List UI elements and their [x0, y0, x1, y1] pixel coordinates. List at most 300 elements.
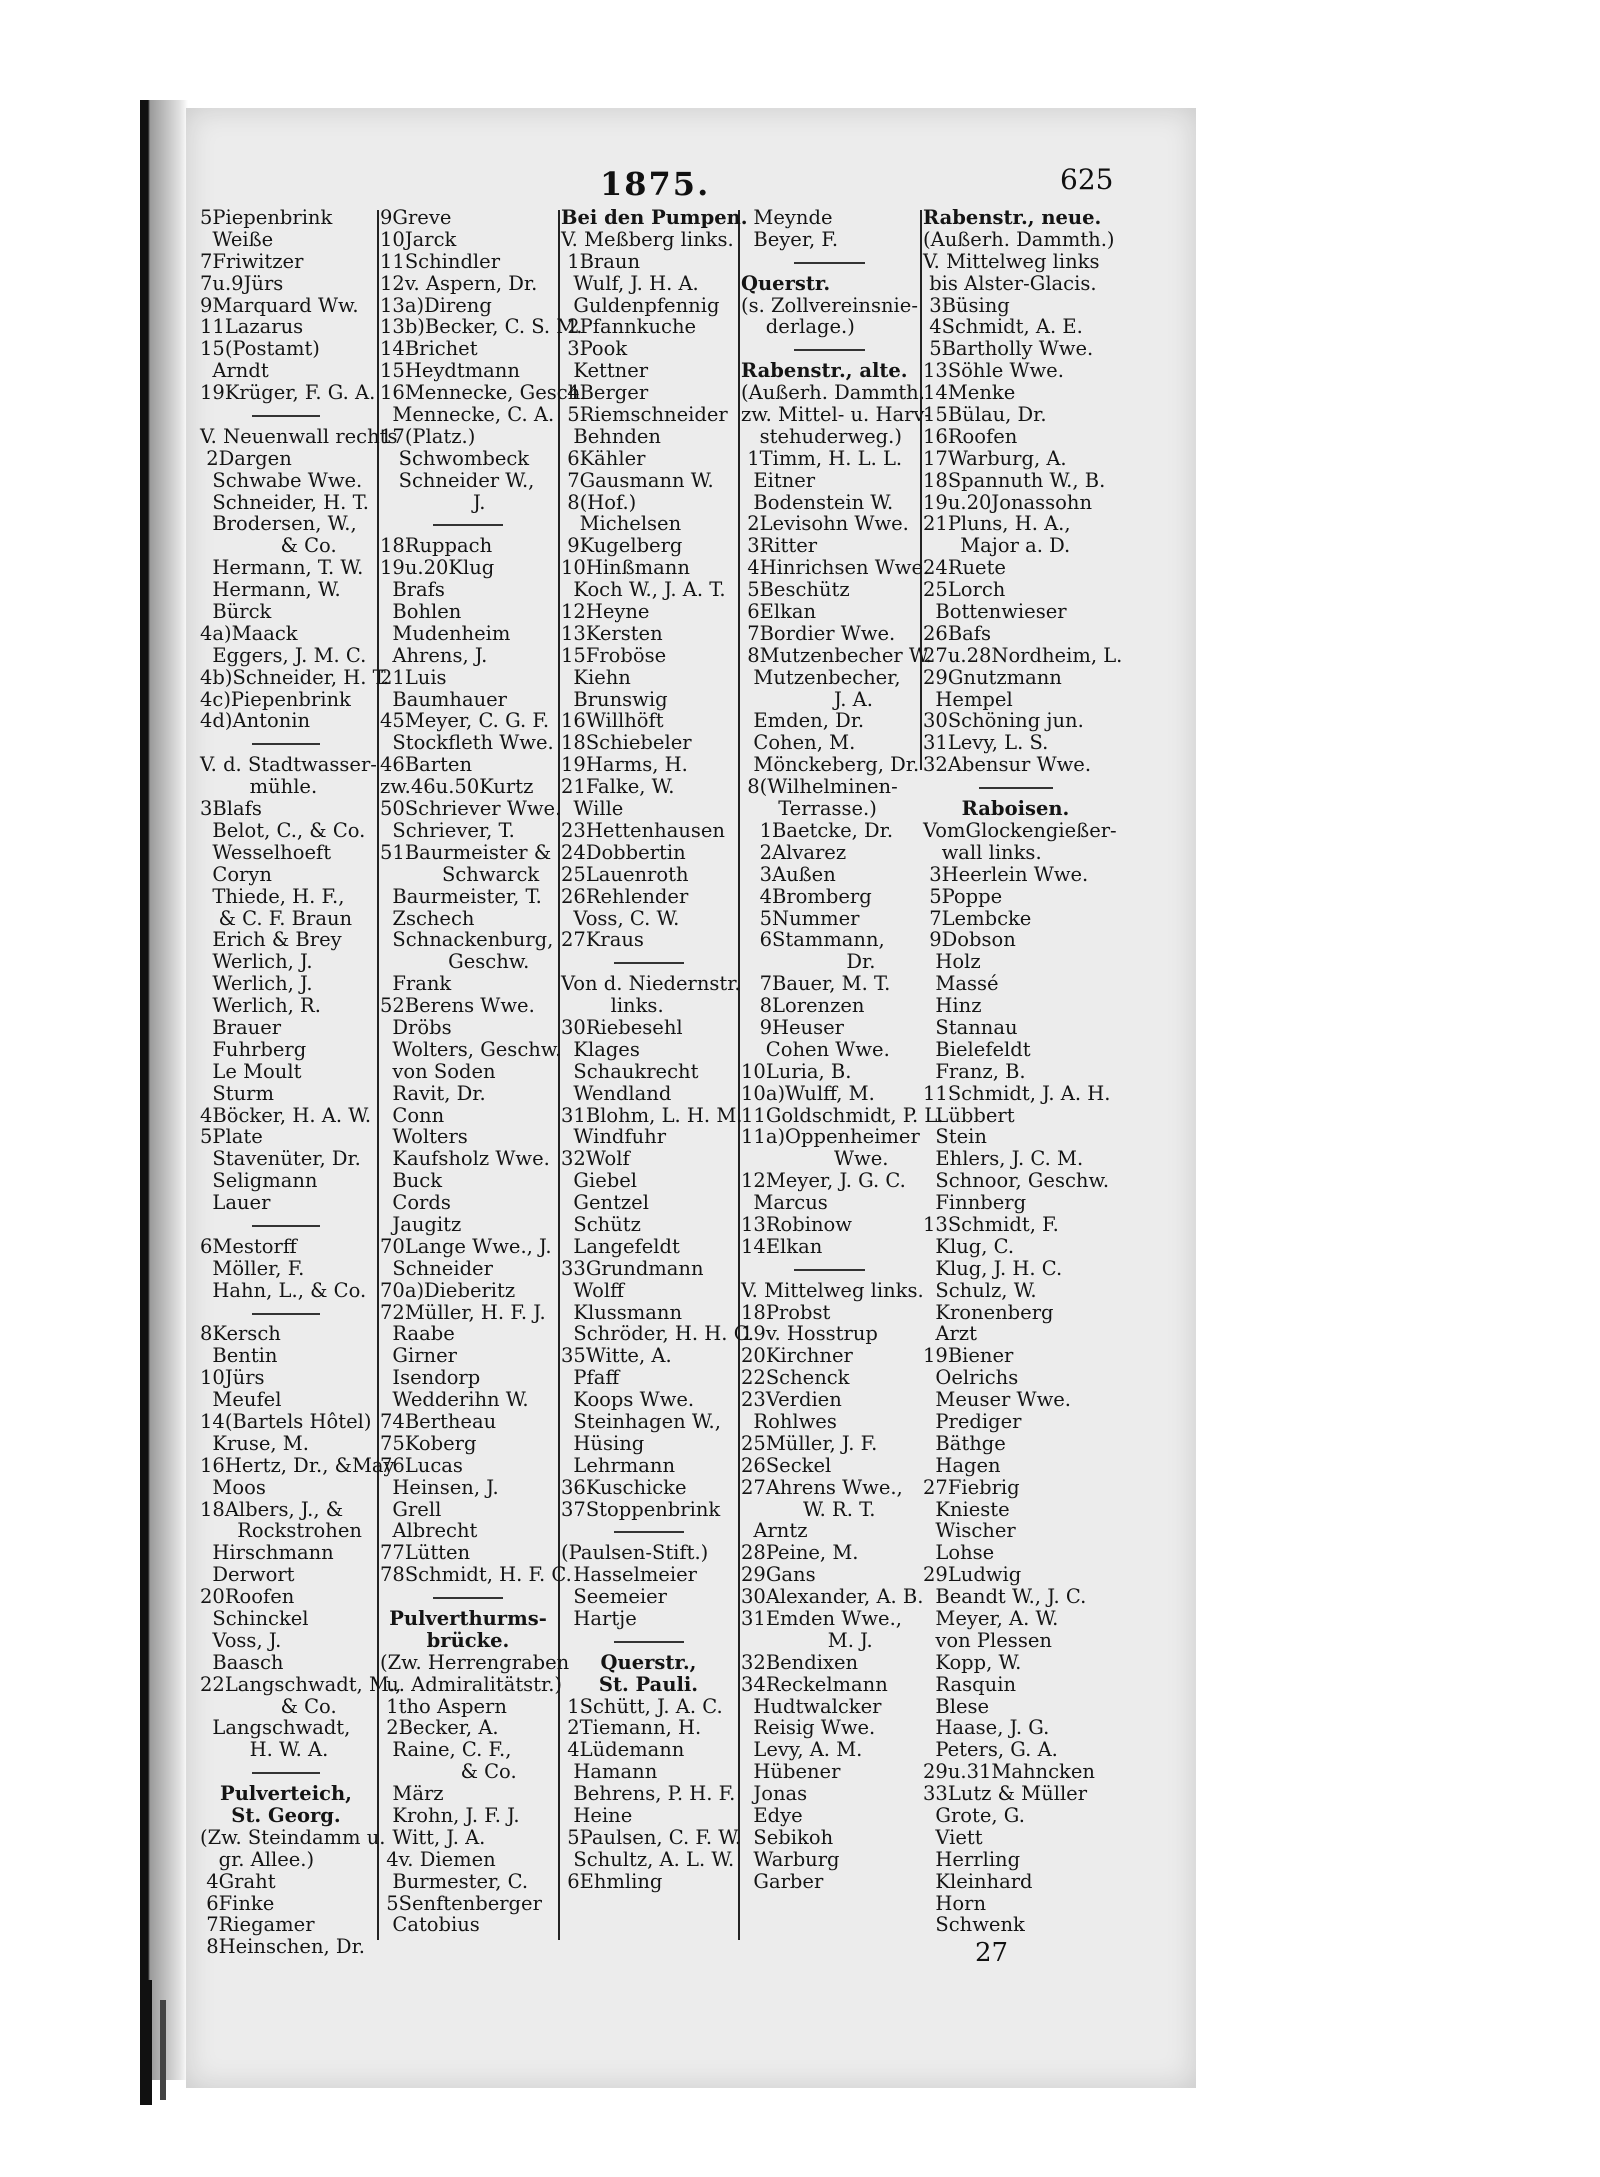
directory-line: 51Baurmeister &	[380, 840, 552, 864]
directory-line: Langefeldt	[561, 1234, 680, 1258]
directory-line: Meufel	[200, 1388, 282, 1412]
directory-line: Wwe.	[741, 1147, 889, 1171]
directory-line: Arndt	[200, 359, 269, 383]
directory-line: 1tho Aspern	[380, 1694, 507, 1718]
directory-line: 12Heyne	[561, 600, 650, 624]
directory-line: 34Reckelmann	[741, 1672, 888, 1696]
directory-line: 4Hinrichsen Wwe.	[741, 556, 930, 580]
directory-line: 17(Platz.)	[380, 424, 476, 448]
directory-line: Meynde	[741, 206, 833, 229]
directory-line: Bürck	[200, 600, 272, 624]
directory-line: 5Plate	[200, 1125, 263, 1149]
section-rule	[561, 1520, 736, 1542]
directory-line: 5Paulsen, C. F. W.	[561, 1825, 742, 1849]
directory-line: 10a)Wulff, M.	[741, 1081, 875, 1105]
directory-line: Isendorp	[380, 1366, 481, 1390]
column-5	[923, 206, 1123, 1947]
directory-line: Grell	[380, 1497, 442, 1521]
directory-line: Schütz	[561, 1212, 641, 1236]
directory-line: 27Fiebrig	[923, 1475, 1020, 1499]
directory-line: Seligmann	[200, 1169, 318, 1193]
directory-line: Hirschmann	[200, 1541, 334, 1565]
directory-line: 11Goldschmidt, P. L.	[741, 1103, 944, 1127]
directory-line: Hagen	[923, 1453, 1001, 1477]
directory-line: 4Schmidt, A. E.	[923, 315, 1083, 339]
street-heading: brücke.	[426, 1628, 510, 1652]
directory-line: 2Dargen	[200, 446, 292, 470]
directory-line: 78Schmidt, H. F. C.	[380, 1563, 572, 1587]
directory-line: Hartje	[561, 1607, 637, 1630]
directory-line: 12v. Aspern, Dr.	[380, 271, 538, 295]
directory-line: Haase, J. G.	[923, 1716, 1050, 1740]
directory-line: 13Robinow	[741, 1212, 852, 1236]
directory-line: Werlich, J.	[200, 972, 313, 996]
directory-line: 4Graht	[200, 1869, 276, 1893]
directory-line: Hasselmeier	[561, 1563, 697, 1587]
directory-line: 28Peine, M.	[741, 1541, 859, 1565]
directory-line: 32Bendixen	[741, 1650, 859, 1674]
directory-line: 10Jarck	[380, 227, 457, 251]
directory-line: 3Büsing	[923, 293, 1010, 317]
directory-line: Hinz	[923, 994, 982, 1018]
directory-line: 15Froböse	[561, 643, 667, 667]
directory-line: Hermann, T. W.	[200, 556, 364, 580]
column-divider-4	[920, 210, 922, 770]
directory-line: Arntz	[741, 1519, 808, 1543]
directory-line: Baumhauer	[380, 687, 508, 711]
directory-line: 70a)Dieberitz	[380, 1278, 516, 1302]
directory-line: 20Roofen	[200, 1585, 295, 1609]
directory-line: Langschwadt,	[200, 1716, 351, 1740]
directory-line: 15Heydtmann	[380, 359, 520, 383]
directory-line: Hamann	[561, 1760, 658, 1784]
directory-line: 1Braun	[561, 249, 640, 273]
directory-line: 15Bülau, Dr.	[923, 403, 1047, 427]
directory-line: Edye	[741, 1804, 803, 1828]
directory-line: Burmester, C.	[380, 1869, 529, 1893]
directory-line: Peters, G. A.	[923, 1738, 1058, 1762]
directory-line: Oelrichs	[923, 1366, 1019, 1390]
directory-line: Bottenwieser	[923, 600, 1067, 624]
directory-line: Rohlwes	[741, 1409, 837, 1433]
directory-line: stehuderweg.)	[741, 424, 902, 448]
directory-line: (Außerh. Dammth.)	[923, 227, 1115, 251]
directory-line: Bentin	[200, 1344, 278, 1368]
directory-line: 4Böcker, H. A. W.	[200, 1103, 372, 1127]
directory-line: Erich & Brey	[200, 928, 342, 952]
directory-line: 50Schriever Wwe.	[380, 797, 562, 821]
directory-line: Derwort	[200, 1563, 295, 1587]
directory-line: Knieste	[923, 1497, 1010, 1521]
column-4	[741, 206, 944, 1947]
directory-line: Pfaff	[561, 1366, 620, 1390]
directory-line: 24Ruete	[923, 556, 1006, 580]
directory-line: Hüsing	[561, 1431, 645, 1455]
directory-line: 8Heinschen, Dr.	[200, 1935, 365, 1959]
directory-line: Voss, J.	[200, 1628, 282, 1652]
directory-line: Emden, Dr.	[741, 709, 865, 733]
directory-line: Frank	[380, 972, 452, 996]
directory-line: 27Kraus	[561, 928, 644, 952]
directory-line: 3Pook	[561, 337, 628, 361]
directory-line: 22Langschwadt, M.,	[200, 1672, 402, 1696]
directory-line: 32Abensur Wwe.	[923, 753, 1092, 777]
page-number: 625	[1060, 163, 1114, 196]
directory-line: Conn	[380, 1103, 445, 1127]
section-rule	[200, 732, 372, 754]
street-heading: Querstr.,	[600, 1650, 697, 1674]
directory-line: Lohse	[923, 1541, 995, 1565]
directory-line: & Co.	[200, 1694, 337, 1718]
street-heading: Querstr.	[741, 271, 831, 295]
directory-line: 7Lembcke	[923, 906, 1032, 930]
directory-line: Klug, J. H. C.	[923, 1256, 1063, 1280]
directory-line: 1Baetcke, Dr.	[741, 818, 894, 842]
directory-line: Mennecke, C. A.	[380, 403, 555, 427]
street-heading: Rabenstr., alte.	[741, 359, 908, 383]
directory-line: links.	[561, 994, 664, 1018]
directory-line: 7Bauer, M. T.	[741, 972, 891, 996]
directory-line: Klussmann	[561, 1300, 683, 1324]
section-rule	[200, 404, 372, 426]
directory-line: V. Meßberg links.	[561, 227, 734, 251]
directory-line: 5Bartholly Wwe.	[923, 337, 1094, 361]
directory-line: 1Schütt, J. A. C.	[561, 1694, 723, 1718]
directory-line: 32Wolf	[561, 1147, 630, 1171]
directory-line: Schriever, T.	[380, 818, 515, 842]
directory-line: 14(Bartels Hôtel)	[200, 1409, 372, 1433]
column-divider-3	[738, 210, 740, 1940]
directory-line: Viett	[923, 1825, 983, 1849]
directory-line: Windfuhr	[561, 1125, 667, 1149]
directory-line: Marcus	[741, 1191, 828, 1215]
directory-line: 16Roofen	[923, 424, 1018, 448]
directory-line: Kopp, W.	[923, 1650, 1022, 1674]
directory-line: 3Blafs	[200, 797, 262, 821]
directory-line: 21Falke, W.	[561, 775, 675, 799]
directory-line: VomGlockengießer-	[923, 818, 1117, 842]
directory-line: 7Riegamer	[200, 1913, 315, 1937]
directory-line: W. R. T.	[741, 1497, 876, 1521]
directory-line: Seemeier	[561, 1585, 667, 1609]
directory-line: 17Warburg, A.	[923, 446, 1067, 470]
directory-line: Kronenberg	[923, 1300, 1054, 1324]
directory-line: 19Krüger, F. G. A.	[200, 381, 376, 405]
directory-line: Major a. D.	[923, 534, 1071, 558]
directory-line: 11Schindler	[380, 249, 501, 273]
directory-line: 19u.20Klug	[380, 556, 495, 580]
directory-line: 13b)Becker, C. S. M.	[380, 315, 583, 339]
directory-line: 7Bordier Wwe.	[741, 621, 896, 645]
directory-line: 4Lüdemann	[561, 1738, 685, 1762]
directory-line: Wolff	[561, 1278, 624, 1302]
directory-line: 77Lütten	[380, 1541, 471, 1565]
directory-line: (Zw. Steindamm u.	[200, 1825, 386, 1849]
directory-line: zw.46u.50Kurtz	[380, 775, 534, 799]
directory-line: Werlich, R.	[200, 994, 321, 1018]
directory-line: 30Alexander, A. B.	[741, 1585, 924, 1609]
directory-line: V. Mittelweg links.	[741, 1278, 924, 1302]
directory-line: Wolters, Geschw.	[380, 1037, 562, 1061]
directory-line: 45Meyer, C. G. F.	[380, 709, 550, 733]
section-rule	[200, 1214, 372, 1236]
directory-line: Brodersen, W.,	[200, 512, 357, 536]
section-rule	[380, 1586, 556, 1608]
directory-line: Coryn	[200, 862, 272, 886]
directory-line: 9Dobson	[923, 928, 1016, 952]
directory-line: J. A.	[741, 687, 873, 711]
street-heading: Pulverthurms-	[389, 1607, 547, 1630]
directory-line: 6Elkan	[741, 600, 817, 624]
directory-line: Kaufsholz Wwe.	[380, 1147, 550, 1171]
directory-line: Schaukrecht	[561, 1059, 699, 1083]
directory-line: 26Seckel	[741, 1453, 832, 1477]
directory-line: Bielefeldt	[923, 1037, 1031, 1061]
directory-line: Eitner	[741, 468, 816, 492]
directory-line: Heine	[561, 1804, 633, 1828]
street-heading: Pulverteich,	[220, 1782, 352, 1806]
directory-line: 12Meyer, J. G. C.	[741, 1169, 906, 1193]
directory-line: Stavenüter, Dr.	[200, 1147, 361, 1171]
directory-line: 15(Postamt)	[200, 337, 320, 361]
directory-line: 19u.20Jonassohn	[923, 490, 1092, 514]
directory-line: Witt, J. A.	[380, 1825, 486, 1849]
directory-line: (Außerh. Dammth.	[741, 381, 925, 405]
directory-line: Thiede, H. F.,	[200, 884, 345, 908]
directory-line: Hermann, W.	[200, 578, 341, 602]
directory-line: Belot, C., & Co.	[200, 818, 366, 842]
directory-line: Raabe	[380, 1322, 455, 1346]
directory-line: Meyer, A. W.	[923, 1607, 1059, 1630]
directory-line: Baurmeister, T.	[380, 884, 542, 908]
directory-line: Voss, C. W.	[561, 906, 680, 930]
directory-line: Behrens, P. H. F.	[561, 1782, 736, 1806]
directory-line: Klages	[561, 1037, 640, 1061]
directory-line: 31Emden Wwe.,	[741, 1607, 902, 1630]
directory-line: 5Beschütz	[741, 578, 850, 602]
directory-line: Wendland	[561, 1081, 672, 1105]
street-heading: St. Pauli.	[598, 1672, 699, 1696]
directory-line: 6Mestorff	[200, 1234, 297, 1258]
street-heading: Bei den Pumpen.	[561, 206, 748, 229]
directory-line: Schneider, H. T.	[200, 490, 369, 514]
directory-line: Von d. Niedernstr.	[561, 972, 741, 996]
directory-line: & Co.	[380, 1760, 517, 1784]
directory-line: Hudtwalcker	[741, 1694, 882, 1718]
directory-line: 29Gnutzmann	[923, 665, 1062, 689]
street-heading: St. Georg.	[231, 1804, 341, 1828]
directory-line: J.	[380, 490, 486, 514]
directory-line: 7u.9Jürs	[200, 271, 284, 295]
directory-line: 33Lutz & Müller	[923, 1782, 1088, 1806]
directory-line: Ehlers, J. C. M.	[923, 1147, 1084, 1171]
directory-line: 30Schöning jun.	[923, 709, 1084, 733]
directory-line: Reisig Wwe.	[741, 1716, 876, 1740]
street-heading: Rabenstr., neue.	[923, 206, 1102, 229]
directory-line: 4a)Maack	[200, 621, 298, 645]
section-rule	[200, 1761, 372, 1783]
directory-line: Kiehn	[561, 665, 631, 689]
section-rule	[741, 338, 918, 360]
directory-line: Grote, G.	[923, 1804, 1025, 1828]
directory-line: 21Pluns, H. A.,	[923, 512, 1071, 536]
directory-line: Franz, B.	[923, 1059, 1026, 1083]
directory-line: 24Dobbertin	[561, 840, 686, 864]
directory-line: 4Bromberg	[741, 884, 872, 908]
directory-line: 30Riebesehl	[561, 1015, 683, 1039]
directory-line: 46Barten	[380, 753, 473, 777]
directory-line: 14Menke	[923, 381, 1016, 405]
directory-line: Cohen Wwe.	[741, 1037, 890, 1061]
directory-line: Koops Wwe.	[561, 1388, 695, 1412]
directory-line: Ravit, Dr.	[380, 1081, 486, 1105]
directory-line: Cohen, M.	[741, 731, 856, 755]
directory-line: 20Kirchner	[741, 1344, 853, 1368]
directory-line: Zschech	[380, 906, 475, 930]
directory-line: 8Mutzenbecher W.	[741, 643, 932, 667]
directory-line: Schinckel	[200, 1607, 309, 1630]
directory-line: von Soden	[380, 1059, 496, 1083]
directory-line: Sturm	[200, 1081, 274, 1105]
page-year: 1875.	[600, 165, 711, 203]
directory-line: Möller, F.	[200, 1256, 305, 1280]
directory-line: Gentzel	[561, 1191, 649, 1215]
directory-line: 2Becker, A.	[380, 1716, 499, 1740]
directory-line: Kettner	[561, 359, 649, 383]
directory-line: 2Alvarez	[741, 840, 847, 864]
directory-line: 25Lauenroth	[561, 862, 689, 886]
street-heading: Raboisen.	[961, 797, 1070, 821]
directory-line: Schultz, A. L. W.	[561, 1847, 735, 1871]
directory-line: 18Ruppach	[380, 534, 493, 558]
directory-line: Horn	[923, 1891, 987, 1915]
directory-line: 14Brichet	[380, 337, 478, 361]
directory-line: Beandt W., J. C.	[923, 1585, 1087, 1609]
directory-line: 37Stoppenbrink	[561, 1497, 721, 1521]
directory-line: Klug, C.	[923, 1234, 1015, 1258]
directory-line: (s. Zollvereinsnie-	[741, 293, 918, 317]
directory-line: 16Hertz, Dr., &May	[200, 1453, 395, 1477]
directory-line: Garber	[741, 1869, 824, 1893]
directory-line: 13a)Direng	[380, 293, 492, 317]
directory-line: Lehrmann	[561, 1453, 676, 1477]
scan-shadow	[140, 100, 188, 2080]
directory-line: 9Marquard Ww.	[200, 293, 359, 317]
directory-line: Raine, C. F.,	[380, 1738, 512, 1762]
directory-line: (Zw. Herrengraben	[380, 1650, 570, 1674]
directory-line: 1Timm, H. L. L.	[741, 446, 903, 470]
directory-line: Brafs	[380, 578, 445, 602]
directory-line: Finnberg	[923, 1191, 1027, 1215]
directory-line: zw. Mittel- u. Harv-	[741, 403, 932, 427]
directory-line: 21Luis	[380, 665, 447, 689]
directory-line: Kleinhard	[923, 1869, 1033, 1893]
directory-line: 29Gans	[741, 1563, 816, 1587]
directory-line: Wesselhoeft	[200, 840, 332, 864]
scan-edge	[140, 1980, 152, 2105]
directory-line: 18Spannuth W., B.	[923, 468, 1106, 492]
signature-mark: 27	[975, 1938, 1009, 1968]
section-rule	[741, 1258, 918, 1280]
section-rule	[561, 1630, 736, 1652]
directory-line: 29Ludwig	[923, 1563, 1022, 1587]
directory-line: 22Schenck	[741, 1366, 850, 1390]
directory-line: Schnackenburg,	[380, 928, 554, 952]
directory-line: Schneider	[380, 1256, 493, 1280]
directory-line: Schröder, H. H. C.	[561, 1322, 755, 1346]
section-rule	[200, 1302, 372, 1324]
directory-line: 10Jürs	[200, 1366, 265, 1390]
directory-line: & C. F. Braun	[200, 906, 353, 930]
directory-line: derlage.)	[741, 315, 855, 339]
directory-line: Schwenk	[923, 1913, 1025, 1937]
section-rule	[741, 251, 918, 273]
directory-line: Eggers, J. M. C.	[200, 643, 367, 667]
directory-line: Hahn, L., & Co.	[200, 1278, 367, 1302]
directory-line: Kruse, M.	[200, 1431, 309, 1455]
directory-line: 27Ahrens Wwe.,	[741, 1475, 903, 1499]
directory-line: Schneider W.,	[380, 468, 535, 492]
directory-line: 26Bafs	[923, 621, 991, 645]
section-rule	[561, 951, 736, 973]
directory-line: Stockfleth Wwe.	[380, 731, 554, 755]
directory-line: Warburg	[741, 1847, 840, 1871]
directory-line: 8(Hof.)	[561, 490, 637, 514]
directory-line: 3Ritter	[741, 534, 818, 558]
directory-line: 27u.28Nordheim, L.	[923, 643, 1123, 667]
directory-line: 5Poppe	[923, 884, 1003, 908]
directory-line: 13Söhle Wwe.	[923, 359, 1064, 383]
directory-line: M. J.	[741, 1628, 873, 1652]
directory-line: 9Greve	[380, 206, 452, 229]
directory-line: Steinhagen W.,	[561, 1409, 721, 1433]
column-1	[200, 206, 402, 1959]
directory-line: 25Müller, J. F.	[741, 1431, 878, 1455]
directory-line: 5Senftenberger	[380, 1891, 542, 1915]
directory-line: Bäthge	[923, 1431, 1006, 1455]
directory-line: 8(Wilhelminen-	[741, 775, 898, 799]
directory-line: mühle.	[200, 775, 318, 799]
directory-line: Geschw.	[380, 950, 530, 974]
directory-line: 16Mennecke, Gesch.	[380, 381, 587, 405]
directory-line: Wolters	[380, 1125, 468, 1149]
directory-line: Rasquin	[923, 1672, 1016, 1696]
directory-line: Holz	[923, 950, 981, 974]
column-2	[380, 206, 587, 1947]
directory-line: Wedderihn W.	[380, 1388, 529, 1412]
directory-line: & Co.	[200, 534, 337, 558]
directory-line: Krohn, J. F. J.	[380, 1804, 520, 1828]
directory-line: Schwarck	[380, 862, 540, 886]
directory-line: V. Mittelweg links	[923, 249, 1100, 273]
directory-line: Massé	[923, 972, 999, 996]
directory-line: 11a)Oppenheimer	[741, 1125, 920, 1149]
directory-line: Lauer	[200, 1191, 271, 1215]
directory-line: 23Verdien	[741, 1388, 842, 1412]
directory-line: 6Stammann,	[741, 928, 885, 952]
directory-line: 19Biener	[923, 1344, 1014, 1368]
directory-line: Schulz, W.	[923, 1278, 1037, 1302]
directory-line: Werlich, J.	[200, 950, 313, 974]
directory-line: Bodenstein W.	[741, 490, 894, 514]
directory-line: V. Neuenwall rechts	[200, 424, 398, 448]
directory-line: Wulf, J. H. A.	[561, 271, 699, 295]
directory-line: Lübbert	[923, 1103, 1015, 1127]
directory-line: Mudenheim	[380, 621, 511, 645]
directory-line: Beyer, F.	[741, 227, 839, 251]
directory-line: 31Blohm, L. H. M.	[561, 1103, 743, 1127]
directory-line: Blese	[923, 1694, 990, 1718]
